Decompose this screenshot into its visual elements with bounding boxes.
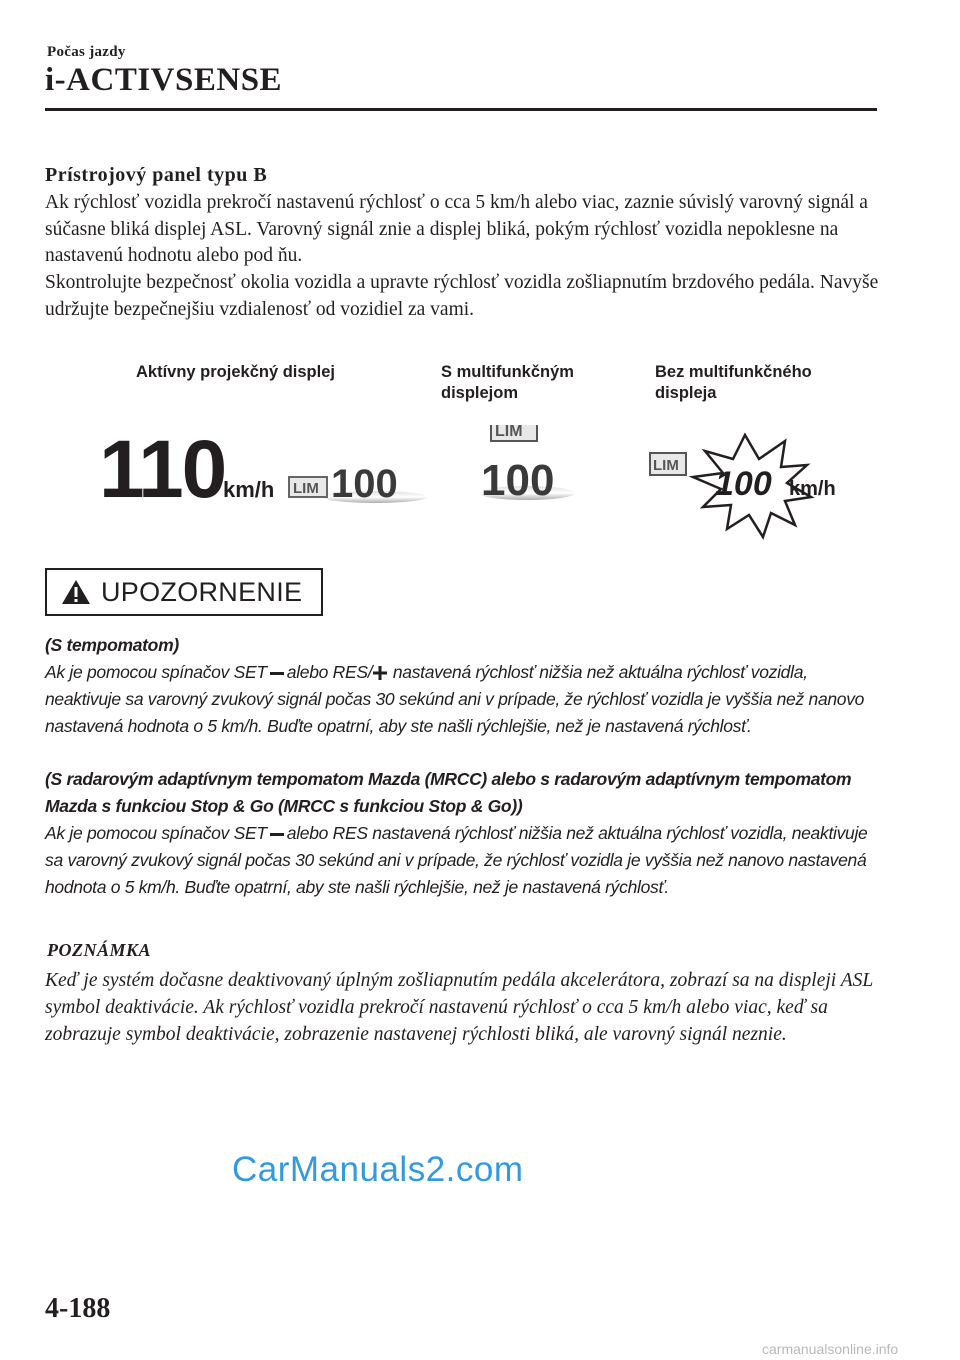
basic-set-speed: 100 [715,465,772,503]
subheading: Prístrojový panel typu B [45,164,268,186]
hud-set-speed: 100 [331,462,398,506]
multi-set-speed: 100 [481,456,555,505]
note-text: Keď je systém dočasne deaktivovaný úplným zošliapnutím pedála akcelerátora, zobrazí sa na displeji ASL symbol deaktivácie. Ak rýchlosť vozidla prekročí nastavenú rýchlosť o cca 5 km/h alebo viac, keď sa zobrazuje symbol deaktivácie, zobrazenie nastavenej rýchlosti bliká, ale varovný signál neznie. [45,970,873,1045]
label-active-display: Aktívny projekčný displej [136,363,335,381]
caution-2-heading: (S radarovým adaptívnym tempomatom Mazda (MRCC) alebo s radarovým adaptívnym tempomatom Mazda s funkciou Stop & Go (MRCC s funkciou Stop & Go)) [45,769,852,816]
paragraph-2: Skontrolujte bezpečnosť okolia vozidla a upravte rýchlosť vozidla zošliapnutím brzdového pedála. Navyše udržujte bezpečnejšiu vzdialenosť od vozidiel za vami. [45,272,879,320]
label-no-multi-display: Bez multifunkčného displeja [655,363,812,402]
minus-icon [267,667,287,679]
section-title: Počas jazdy [47,44,126,60]
caution-1-heading: (S tempomatom) [45,635,179,655]
caution-block-2 [45,766,885,901]
multi-lim: LIM [495,425,523,440]
label-multi-display: S multifunkčným displejom [441,363,574,402]
caution-1-text: Ak je pomocou spínačov SET alebo RES/ nastavená rýchlosť nižšia než aktuálna rýchlosť vozidla, neaktivuje sa varovný zvukový signál počas 30 sekúnd ani v prípade, že rýchlosť vozidla je vyššia než nanovo nastavená hodnota o 5 km/h. Buďte opatrní, aby ste našli rýchlejšie, než je nastavená rýchlosť. [45,662,865,736]
chapter-title: i-ACTIVSENSE [45,62,283,98]
caution-2-text: Ak je pomocou spínačov SET alebo RES nastavená rýchlosť nižšia než aktuálna rýchlosť vozidla, neaktivuje sa varovný zvukový signál počas 30 sekúnd ani v prípade, že rýchlosť vozidla je vyššia než nanovo nastavená hodnota o 5 km/h. Buďte opatrní, aby ste našli rýchlejšie, než je nastavená rýchlosť. [45,823,868,897]
paragraph-1: Ak rýchlosť vozidla prekročí nastavenú rýchlosť o cca 5 km/h alebo viac, zaznie súvislý varovný signál a súčasne bliká displej ASL. Varovný signál znie a displej bliká, pokým rýchlosť vozidla nepoklesne na nastavenú hodnotu alebo pod ňu. [45,192,868,266]
header-rule [45,108,877,111]
page-number: 4-188 [45,1293,111,1324]
plus-icon [372,665,388,681]
hud-lim: LIM [293,480,319,497]
basic-lim: LIM [653,457,679,474]
basic-display-group [650,435,836,537]
minus-icon [267,828,287,840]
multi-display-group [479,425,575,505]
warning-triangle-icon [61,578,91,606]
warning-box [45,568,323,616]
watermark: CarManuals2.com [232,1150,524,1189]
note-heading: POZNÁMKA [47,940,152,960]
warning-title: UPOZORNENIE [101,576,303,607]
asl-display-figure [95,425,895,555]
basic-unit: km/h [789,478,836,500]
caution-block-1 [45,632,885,740]
watermark-bottom: carmanualsonline.info [762,1341,899,1357]
hud-speed: 110 [99,425,226,515]
hud-unit: km/h [223,477,275,502]
hud-lim-group [289,462,427,506]
